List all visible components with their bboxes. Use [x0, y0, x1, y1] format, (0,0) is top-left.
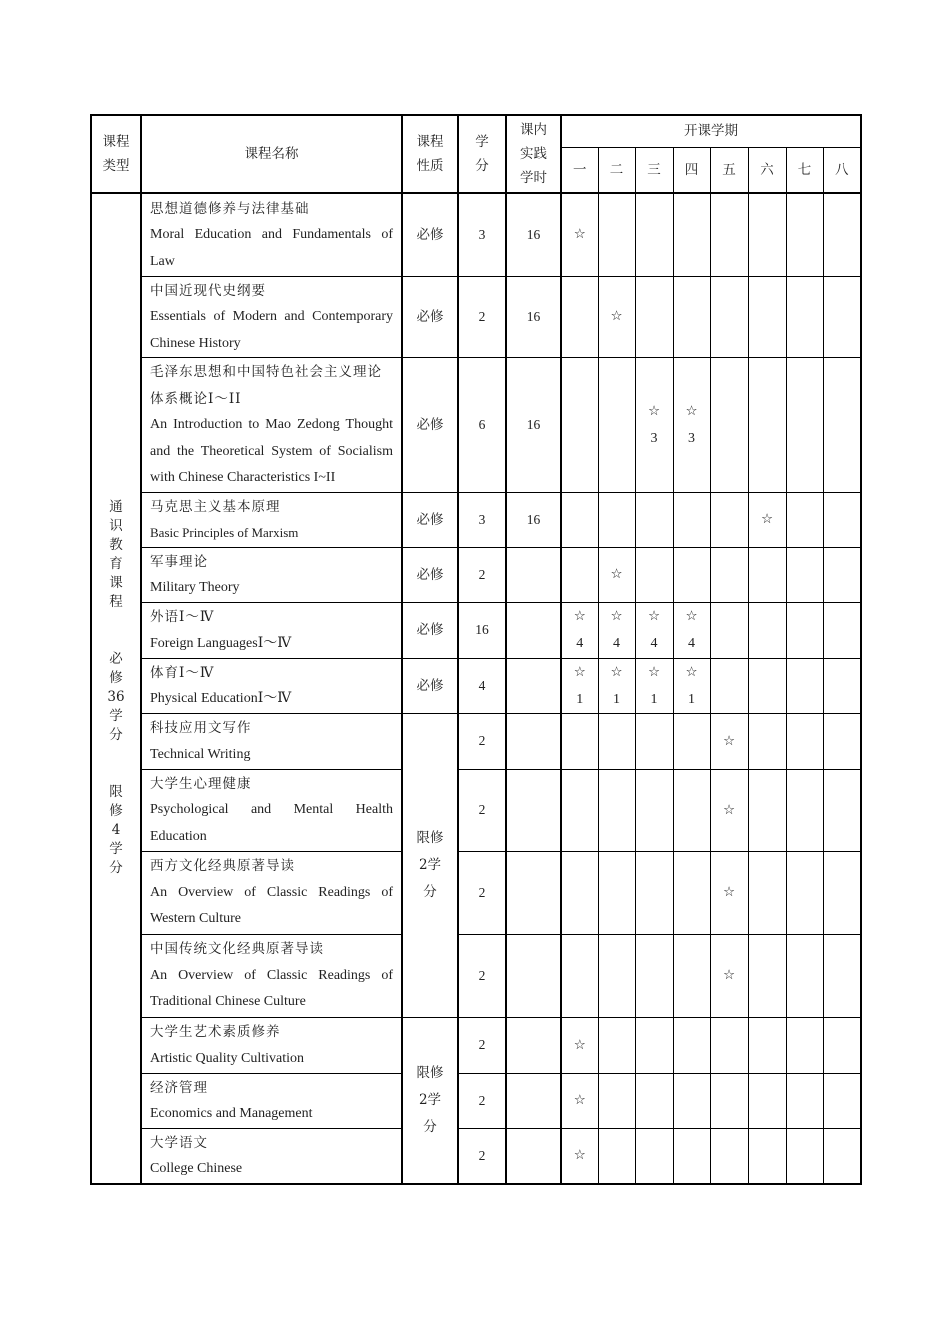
table-row	[91, 713, 861, 769]
semester-mark-7	[786, 1017, 823, 1073]
table-row	[91, 193, 861, 276]
semester-mark-2	[598, 1017, 635, 1073]
star-icon: ☆	[722, 801, 736, 818]
course-name-en: Basic Principles of Marxism	[150, 525, 299, 540]
course-name-en: An Introduction to Mao Zedong Thought and the Theoretical System of Socialism with Chinese Characteristics I~II	[150, 417, 393, 485]
semester-mark-7	[786, 713, 823, 769]
semester-header-2: 二	[598, 147, 635, 193]
star-icon: ☆	[573, 1147, 586, 1163]
semester-mark-8	[823, 769, 861, 851]
semester-mark-5	[710, 1017, 748, 1073]
semester-mark-6	[748, 193, 786, 276]
semester-mark-7	[786, 547, 823, 602]
semester-mark-7	[786, 1073, 823, 1128]
star-icon: ☆	[573, 1092, 586, 1108]
semester-mark-2	[598, 658, 635, 713]
semester-mark-2	[598, 276, 635, 358]
course-name-cell	[141, 193, 402, 276]
star-icon: ☆	[685, 663, 698, 680]
course-credit: 2	[458, 1073, 506, 1128]
course-name-cell	[141, 276, 402, 358]
course-practice-hours: 16	[506, 193, 561, 276]
semester-mark-6	[748, 547, 786, 602]
semester-mark-4	[673, 658, 710, 713]
course-name-en: Moral Education and Fundamentals of Law	[150, 227, 393, 269]
semester-mark-7	[786, 492, 823, 547]
semester-mark-6	[748, 358, 786, 493]
course-name-en: An Overview of Classic Readings of Western Culture	[150, 884, 393, 927]
course-name-zh: 经济管理	[150, 1079, 208, 1096]
course-practice-hours	[506, 658, 561, 713]
star-icon: ☆	[573, 608, 586, 624]
course-practice-hours	[506, 1128, 561, 1184]
semester-mark-5	[710, 934, 748, 1017]
semester-mark-2	[598, 769, 635, 851]
star-icon: ☆	[610, 608, 623, 624]
semester-mark-4	[673, 769, 710, 851]
semester-mark-1	[561, 658, 598, 713]
course-nature: 必修	[402, 602, 458, 658]
course-name-zh: 西方文化经典原著导读	[150, 858, 295, 875]
semester-mark-3	[635, 193, 673, 276]
course-name-cell	[141, 769, 402, 851]
course-nature: 必修	[402, 492, 458, 547]
semester-mark-5	[710, 492, 748, 547]
star-icon: ☆	[722, 884, 736, 900]
course-practice-hours: 16	[506, 358, 561, 493]
course-name-en: Economics and Management	[150, 1106, 313, 1121]
table-row	[91, 492, 861, 547]
semester-mark-4	[673, 851, 710, 934]
category-label: 通识教育课程	[109, 499, 123, 611]
semester-mark-7	[786, 193, 823, 276]
course-practice-hours: 16	[506, 492, 561, 547]
semester-mark-1	[561, 934, 598, 1017]
semester-mark-3	[635, 658, 673, 713]
star-icon: ☆	[685, 608, 698, 624]
category-required: 必修36学分	[107, 651, 125, 744]
semester-credit: 4	[613, 636, 620, 651]
table-row	[91, 1128, 861, 1184]
course-practice-hours	[506, 769, 561, 851]
semester-mark-5	[710, 769, 748, 851]
semester-mark-5	[710, 713, 748, 769]
star-icon: ☆	[647, 608, 661, 624]
semester-mark-5	[710, 851, 748, 934]
semester-mark-7	[786, 358, 823, 493]
course-name-zh: 外语Ⅰ～Ⅳ	[150, 609, 215, 625]
semester-credit: 4	[576, 636, 584, 651]
star-icon: ☆	[573, 226, 586, 243]
course-nature: 必修	[402, 193, 458, 276]
course-name-cell	[141, 934, 402, 1017]
star-icon: ☆	[610, 308, 623, 325]
course-practice-hours	[506, 547, 561, 602]
semester-mark-5	[710, 193, 748, 276]
semester-mark-2	[598, 358, 635, 493]
semester-mark-3	[635, 492, 673, 547]
semester-credit: 3	[688, 430, 695, 446]
course-name-en: Technical Writing	[150, 746, 251, 762]
header-nature: 课程性质	[402, 115, 458, 193]
course-name-cell	[141, 1128, 402, 1184]
semester-mark-5	[710, 658, 748, 713]
semester-mark-6	[748, 658, 786, 713]
course-name-zh: 科技应用文写作	[150, 720, 252, 736]
course-credit: 16	[458, 602, 506, 658]
semester-mark-8	[823, 602, 861, 658]
semester-mark-3	[635, 358, 673, 493]
star-icon: ☆	[573, 1036, 586, 1053]
semester-mark-2	[598, 602, 635, 658]
semester-credit: 1	[613, 691, 620, 707]
table-row	[91, 769, 861, 851]
semester-mark-2	[598, 193, 635, 276]
star-icon: ☆	[722, 967, 736, 983]
semester-mark-5	[710, 358, 748, 493]
semester-mark-3	[635, 934, 673, 1017]
semester-header-4: 四	[673, 147, 710, 193]
semester-mark-7	[786, 1128, 823, 1184]
course-nature: 必修	[402, 658, 458, 713]
semester-credit: 3	[650, 430, 658, 446]
header-name: 课程名称	[141, 115, 402, 193]
semester-mark-4	[673, 713, 710, 769]
table-row	[91, 1017, 861, 1073]
course-credit: 2	[458, 1017, 506, 1073]
course-name-en: Psychological and Mental Health Education	[150, 802, 393, 844]
semester-mark-8	[823, 658, 861, 713]
course-table	[90, 114, 862, 1185]
course-credit: 2	[458, 547, 506, 602]
semester-mark-6	[748, 769, 786, 851]
course-name-zh: 中国近现代史纲要	[150, 282, 266, 299]
course-credit: 2	[458, 276, 506, 358]
semester-mark-6	[748, 492, 786, 547]
course-practice-hours	[506, 1017, 561, 1073]
semester-credit: 4	[650, 636, 658, 651]
course-name-zh: 大学生心理健康	[150, 775, 252, 792]
semester-credit: 1	[576, 691, 584, 707]
course-name-zh: 马克思主义基本原理	[150, 498, 281, 515]
semester-mark-3	[635, 276, 673, 358]
table-row	[91, 602, 861, 658]
semester-mark-3	[635, 547, 673, 602]
semester-mark-7	[786, 851, 823, 934]
semester-mark-2	[598, 1073, 635, 1128]
course-practice-hours: 16	[506, 276, 561, 358]
semester-mark-4	[673, 193, 710, 276]
semester-mark-3	[635, 851, 673, 934]
semester-mark-2	[598, 851, 635, 934]
semester-mark-1	[561, 713, 598, 769]
course-name-cell	[141, 492, 402, 547]
course-name-cell	[141, 851, 402, 934]
course-credit: 6	[458, 358, 506, 493]
star-icon: ☆	[610, 566, 623, 582]
course-practice-hours	[506, 713, 561, 769]
semester-mark-4	[673, 276, 710, 358]
semester-mark-6	[748, 1073, 786, 1128]
header-credit: 学分	[458, 115, 506, 193]
semester-mark-1	[561, 547, 598, 602]
course-name-cell	[141, 658, 402, 713]
course-name-en: Military Theory	[150, 580, 240, 595]
semester-mark-1	[561, 193, 598, 276]
semester-mark-1	[561, 358, 598, 493]
course-credit: 2	[458, 934, 506, 1017]
course-name-zh: 毛泽东思想和中国特色社会主义理论体系概论Ⅰ～II	[150, 364, 382, 407]
course-name-cell	[141, 602, 402, 658]
semester-mark-8	[823, 851, 861, 934]
semester-mark-5	[710, 547, 748, 602]
course-name-en: Essentials of Modern and Contemporary Chinese History	[150, 309, 393, 351]
semester-mark-8	[823, 276, 861, 358]
semester-mark-1	[561, 769, 598, 851]
semester-mark-4	[673, 492, 710, 547]
table-row	[91, 547, 861, 602]
header-type: 课程类型	[91, 115, 141, 193]
semester-header-3: 三	[635, 147, 673, 193]
course-name-zh: 思想道德修养与法律基础	[150, 200, 310, 217]
course-nature: 必修	[402, 358, 458, 493]
semester-mark-3	[635, 602, 673, 658]
category-limited: 限修4学分	[109, 784, 123, 877]
course-name-cell	[141, 1073, 402, 1128]
semester-mark-1	[561, 1073, 598, 1128]
course-credit: 2	[458, 713, 506, 769]
semester-header-7: 七	[786, 147, 823, 193]
course-name-zh: 中国传统文化经典原著导读	[150, 941, 324, 958]
semester-mark-2	[598, 713, 635, 769]
semester-mark-5	[710, 602, 748, 658]
table-row	[91, 1073, 861, 1128]
course-credit: 3	[458, 193, 506, 276]
semester-mark-4	[673, 1128, 710, 1184]
course-name-en: Foreign LanguagesⅠ～Ⅳ	[150, 635, 292, 651]
star-icon: ☆	[647, 402, 661, 419]
star-icon: ☆	[722, 732, 736, 749]
course-credit: 3	[458, 492, 506, 547]
semester-mark-5	[710, 276, 748, 358]
course-name-cell	[141, 547, 402, 602]
semester-header-8: 八	[823, 147, 861, 193]
semester-mark-6	[748, 1128, 786, 1184]
semester-mark-2	[598, 547, 635, 602]
semester-header-6: 六	[748, 147, 786, 193]
semester-mark-1	[561, 851, 598, 934]
group-nature-text: 限修2学分	[416, 829, 444, 900]
course-credit: 4	[458, 658, 506, 713]
course-name-zh: 体育Ⅰ～Ⅳ	[150, 664, 215, 681]
semester-header-5: 五	[710, 147, 748, 193]
semester-mark-2	[598, 934, 635, 1017]
semester-mark-6	[748, 713, 786, 769]
semester-header-1: 一	[561, 147, 598, 193]
semester-mark-6	[748, 602, 786, 658]
table-row	[91, 658, 861, 713]
semester-mark-2	[598, 1128, 635, 1184]
semester-mark-8	[823, 547, 861, 602]
semester-mark-1	[561, 1128, 598, 1184]
course-practice-hours	[506, 934, 561, 1017]
semester-mark-4	[673, 358, 710, 493]
semester-mark-1	[561, 1017, 598, 1073]
semester-mark-2	[598, 492, 635, 547]
semester-mark-8	[823, 1017, 861, 1073]
semester-mark-8	[823, 1073, 861, 1128]
semester-mark-8	[823, 1128, 861, 1184]
course-name-cell	[141, 358, 402, 493]
semester-mark-8	[823, 358, 861, 493]
semester-mark-3	[635, 1073, 673, 1128]
semester-credit: 4	[688, 636, 695, 651]
header-row-1	[91, 115, 861, 147]
table-row	[91, 276, 861, 358]
semester-mark-7	[786, 934, 823, 1017]
semester-mark-7	[786, 276, 823, 358]
semester-credit: 1	[688, 691, 695, 707]
star-icon: ☆	[685, 402, 698, 419]
course-practice-hours	[506, 602, 561, 658]
semester-mark-8	[823, 713, 861, 769]
course-name-zh: 军事理论	[150, 553, 208, 570]
course-credit: 2	[458, 769, 506, 851]
semester-mark-3	[635, 769, 673, 851]
course-name-en: Artistic Quality Cultivation	[150, 1050, 304, 1066]
course-name-en: An Overview of Classic Readings of Traditional Chinese Culture	[150, 967, 393, 1010]
semester-mark-8	[823, 934, 861, 1017]
course-name-en: College Chinese	[150, 1161, 243, 1176]
semester-mark-4	[673, 1017, 710, 1073]
star-icon: ☆	[610, 663, 623, 680]
semester-mark-4	[673, 547, 710, 602]
semester-mark-6	[748, 851, 786, 934]
semester-mark-1	[561, 602, 598, 658]
course-credit: 2	[458, 851, 506, 934]
table-row	[91, 934, 861, 1017]
star-icon: ☆	[573, 663, 586, 680]
course-nature: 必修	[402, 276, 458, 358]
semester-mark-4	[673, 1073, 710, 1128]
semester-mark-8	[823, 193, 861, 276]
semester-mark-7	[786, 602, 823, 658]
header-semester: 开课学期	[561, 115, 861, 147]
course-practice-hours	[506, 1073, 561, 1128]
star-icon: ☆	[760, 511, 774, 527]
semester-mark-1	[561, 492, 598, 547]
semester-mark-7	[786, 769, 823, 851]
course-name-cell	[141, 713, 402, 769]
course-name-zh: 大学生艺术素质修养	[150, 1024, 281, 1040]
table-row	[91, 851, 861, 934]
course-name-zh: 大学语文	[150, 1134, 208, 1151]
semester-mark-4	[673, 602, 710, 658]
group-nature-text: 限修2学分	[416, 1064, 444, 1135]
header-practice: 课内实践学时	[506, 115, 561, 193]
course-practice-hours	[506, 851, 561, 934]
semester-mark-5	[710, 1073, 748, 1128]
semester-mark-6	[748, 1017, 786, 1073]
semester-mark-6	[748, 934, 786, 1017]
table-row	[91, 358, 861, 493]
course-category-cell	[91, 193, 141, 1184]
semester-mark-5	[710, 1128, 748, 1184]
semester-mark-8	[823, 492, 861, 547]
course-name-en: Physical EducationⅠ～Ⅳ	[150, 691, 292, 706]
course-name-cell	[141, 1017, 402, 1073]
semester-mark-1	[561, 276, 598, 358]
group-nature-limited-a	[402, 713, 458, 1017]
star-icon: ☆	[647, 663, 661, 680]
course-nature: 必修	[402, 547, 458, 602]
semester-credit: 1	[650, 691, 658, 707]
semester-mark-6	[748, 276, 786, 358]
semester-mark-3	[635, 1128, 673, 1184]
semester-mark-7	[786, 658, 823, 713]
course-credit: 2	[458, 1128, 506, 1184]
group-nature-limited-b	[402, 1017, 458, 1184]
semester-mark-3	[635, 713, 673, 769]
semester-mark-3	[635, 1017, 673, 1073]
semester-mark-4	[673, 934, 710, 1017]
